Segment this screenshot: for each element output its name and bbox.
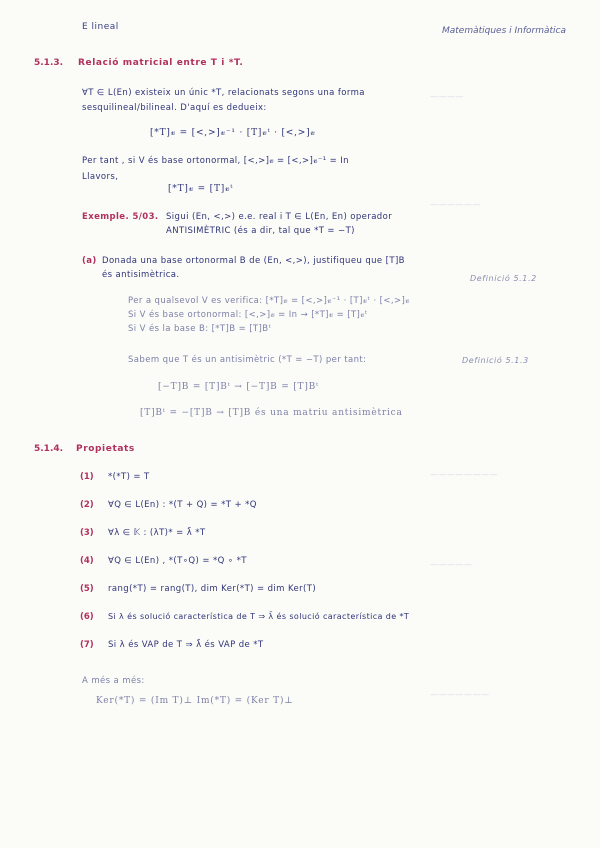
equation: [*T]𝓋 = [<,>]𝓋⁻¹ · [T]𝓋ᵗ · [<,>]𝓋 — [150, 128, 316, 138]
paragraph-line: sesquilineal/bilineal. D'aquí es dedueix: — [82, 103, 267, 113]
property-number: (3) — [80, 528, 94, 538]
bleed-through-text: ————— — [430, 560, 473, 569]
bleed-through-text: ———————— — [430, 470, 498, 479]
equation: [*T]𝓋 = [T]𝓋ᵗ — [168, 184, 234, 194]
part-text: és antisimètrica. — [102, 270, 180, 280]
property-text: rang(*T) = rang(T), dim Ker(*T) = dim Ker(T) — [108, 584, 317, 594]
section-title: Relació matricial entre T i *T. — [78, 58, 244, 68]
section-title: Propietats — [76, 444, 135, 454]
property-number: (7) — [80, 640, 94, 650]
property-number: (4) — [80, 556, 94, 566]
part-label: (a) — [82, 256, 97, 266]
note-label: A més a més: — [82, 676, 145, 686]
property-text: ∀Q ∈ L(En) : *(T + Q) = *T + *Q — [108, 500, 257, 510]
property-text: Si λ és solució característica de T ⇒ λ̄ és solució característica de *T — [108, 612, 410, 621]
example-text: ANTISIMÈTRIC (és a dir, tal que *T = −T) — [166, 226, 355, 236]
example-label: Exemple. 5/03. — [82, 212, 159, 222]
section-number: 5.1.4. — [34, 444, 64, 454]
property-text: ∀λ ∈ 𝕂 : (λT)* = λ̄ *T — [108, 528, 206, 538]
header-left: E lineal — [82, 22, 119, 32]
bleed-through-text: ———— — [430, 92, 464, 101]
property-text: *(*T) = T — [108, 472, 150, 482]
part-text: Donada una base ortonormal B de (En, <,>), justifiqueu que [T]B — [102, 256, 405, 266]
solution-line: Per a qualsevol V es verifica: [*T]𝓋 = [<,>]𝓋⁻¹ · [T]𝓋ᵗ · [<,>]𝓋 — [128, 296, 410, 306]
property-text: ∀Q ∈ L(En) , *(T∘Q) = *Q ∘ *T — [108, 556, 247, 566]
kernel-image-relation: Ker(*T) = (Im T)⊥ Im(*T) = (Ker T)⊥ — [96, 696, 294, 706]
solution-line: Si V és base ortonormal: [<,>]𝓋 = In → [*T]𝓋 = [T]𝓋ᵗ — [128, 310, 368, 320]
header-right: Matemàtiques i Informàtica — [441, 26, 566, 36]
section-number: 5.1.3. — [34, 58, 64, 68]
property-number: (2) — [80, 500, 94, 510]
solution-equation: [−T]B = [T]Bᵗ → [−T]B = [T]Bᵗ — [158, 382, 320, 392]
solution-line: Si V és la base B: [*T]B = [T]Bᵗ — [128, 324, 272, 334]
paragraph-line: Per tant , si V és base ortonormal, [<,>]𝓋 = [<,>]𝓋⁻¹ = In — [82, 156, 349, 166]
solution-equation: [T]Bᵗ = −[T]B → [T]B és una matriu antisimètrica — [140, 408, 403, 418]
reference-tag: Definició 5.1.2 — [470, 274, 537, 283]
bleed-through-text: ——————— — [430, 690, 490, 699]
bleed-through-text: —————— — [430, 200, 481, 209]
example-text: Sigui (En, <,>) e.e. real i T ∈ L(En, En) operador — [166, 212, 393, 222]
property-number: (5) — [80, 584, 94, 594]
property-text: Si λ és VAP de T ⇒ λ̄ és VAP de *T — [108, 640, 264, 650]
property-number: (1) — [80, 472, 94, 482]
reference-tag: Definició 5.1.3 — [462, 356, 529, 365]
solution-line: Sabem que T és un antisimètric (*T = −T) per tant: — [128, 355, 367, 365]
property-number: (6) — [80, 612, 94, 622]
paragraph-line: Llavors, — [82, 172, 119, 182]
paragraph-line: ∀T ∈ L(En) existeix un únic *T, relacionats segons una forma — [82, 88, 365, 98]
